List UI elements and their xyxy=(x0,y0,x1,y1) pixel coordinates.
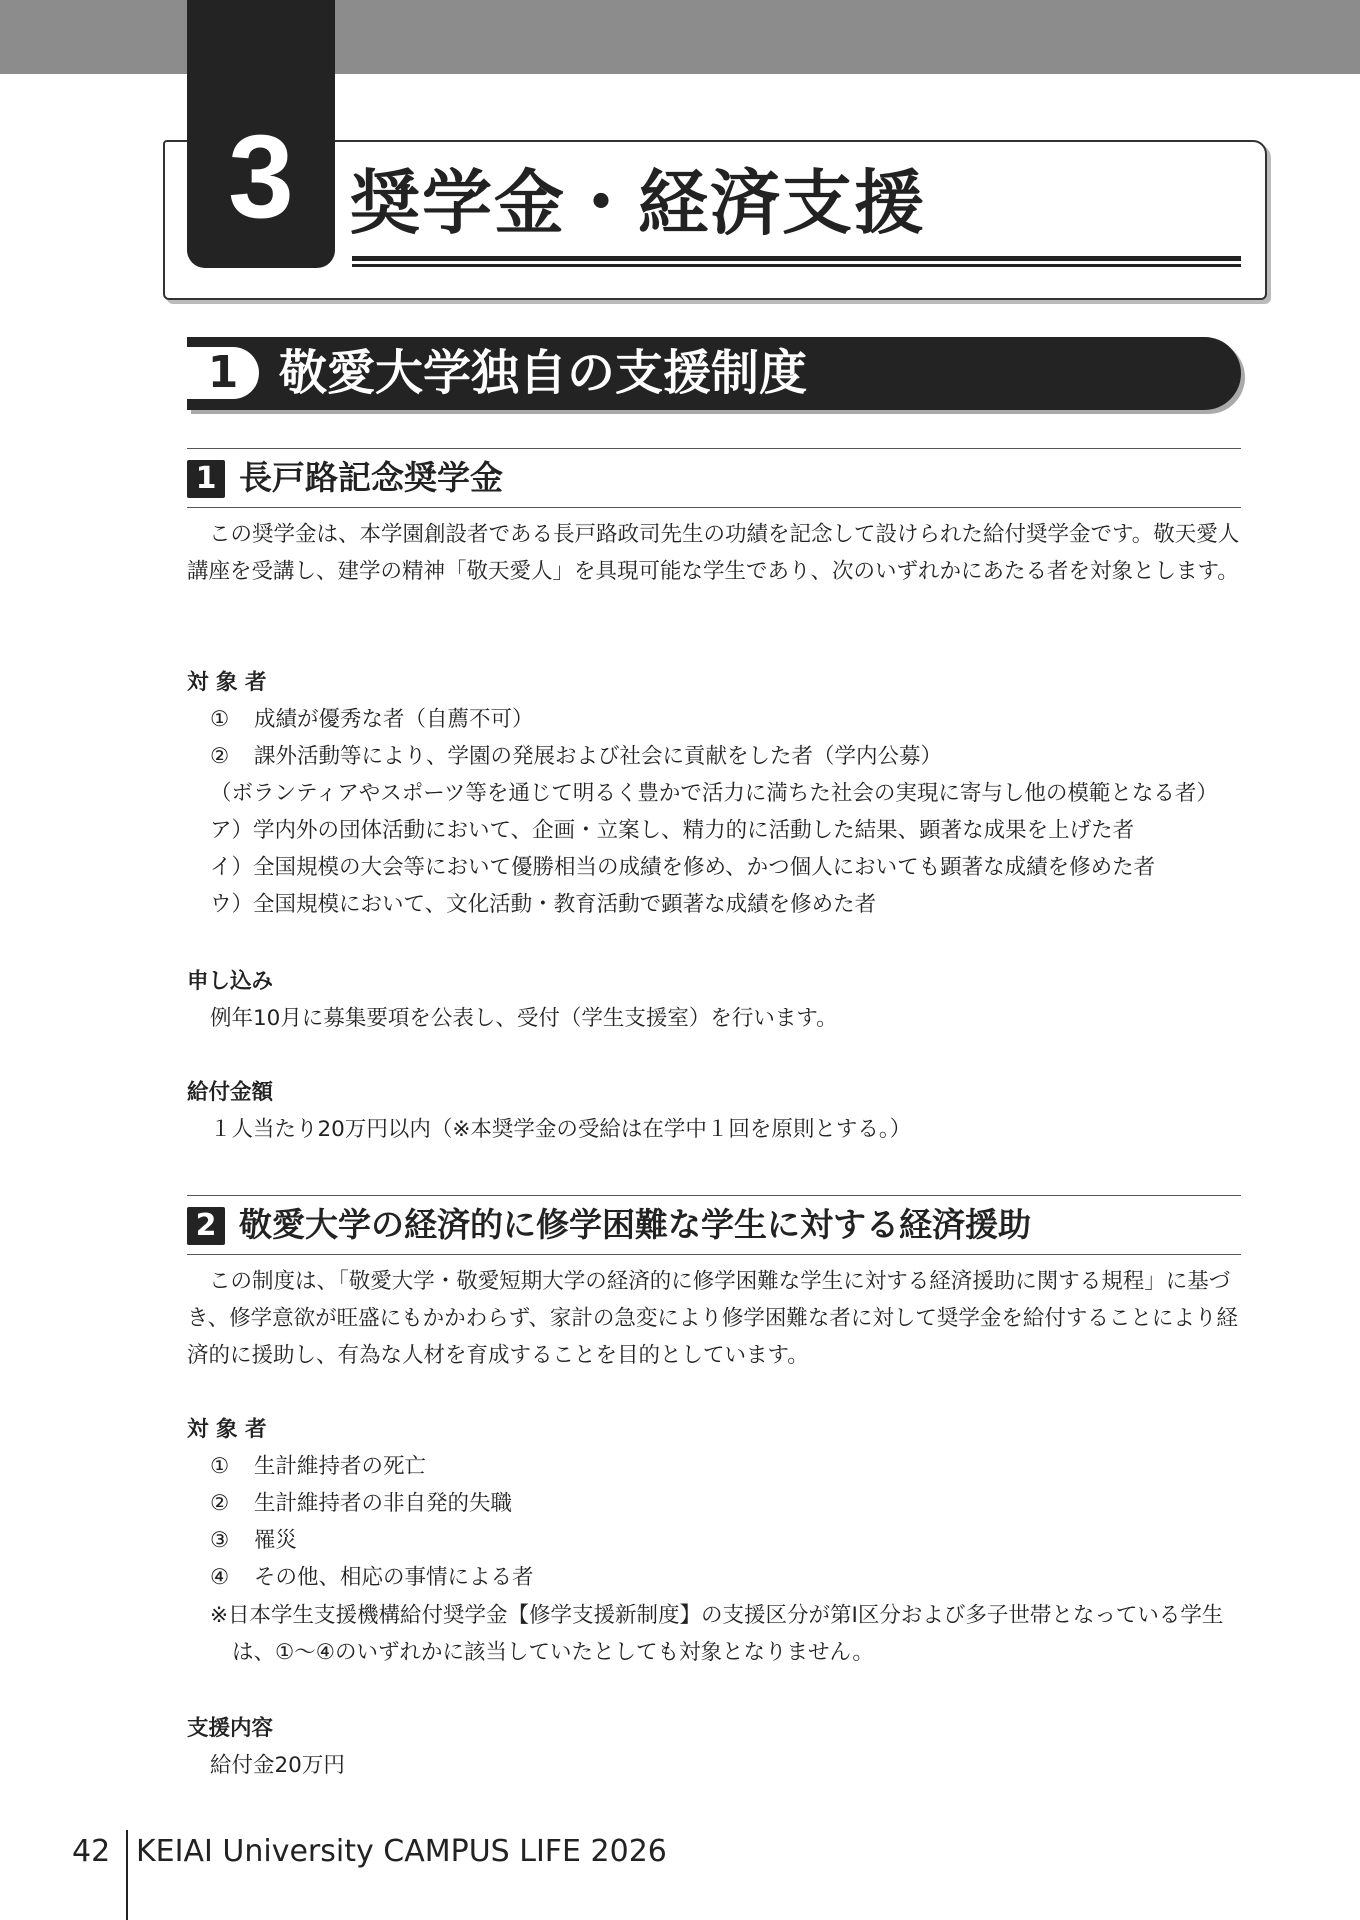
list-marker: ② xyxy=(210,744,230,769)
sub1-target-item-2 xyxy=(210,742,942,772)
sub1-amount-text: １人当たり20万円以内（※本奨学金の受給は在学中１回を原則とする。） xyxy=(210,1117,912,1142)
sub2-intro-paragraph: この制度は、「敬愛大学・敬愛短期大学の経済的に修学困難な学生に対する経済援助に関する規程」に基づき、修学意欲が旺盛にもかかわらず、家計の急変により修学困難な者に対して奨学金を給付することにより経済的に援助し、有為な人材を育成することを目的としています。 xyxy=(187,1269,1238,1368)
sub1-target-item-1 xyxy=(210,705,534,735)
sub1-amount-label: 給付金額 xyxy=(187,1080,274,1105)
section-title: 敬愛大学独自の支援制度 xyxy=(279,345,808,401)
sub2-support-text: 給付金20万円 xyxy=(210,1753,345,1778)
sub2-support-label: 支援内容 xyxy=(187,1716,274,1741)
sub1-apply-label: 申し込み xyxy=(187,969,274,994)
sub2-eligibility-note: ※日本学生支援機構給付奨学金【修学支援新制度】の支援区分が第Ⅰ区分および多子世帯となっている学生は、①〜④のいずれかに該当していたとしても対象となりません。 xyxy=(210,1603,1224,1665)
list-marker: ③ xyxy=(210,1528,230,1553)
sub2-target-item-2 xyxy=(210,1489,512,1519)
subsection-heading-1 xyxy=(187,448,1241,508)
list-marker: ④ xyxy=(210,1565,230,1590)
sub2-target-item-3 xyxy=(210,1526,297,1556)
sub2-target-item-1 xyxy=(210,1452,426,1482)
sub1-sub-target-i: イ）全国規模の大会等において優勝相当の成績を修め、かつ個人においても顕著な成績を修めた者 xyxy=(210,855,1156,880)
list-item-text: 罹災 xyxy=(254,1528,298,1553)
subsection-heading-2 xyxy=(187,1195,1241,1255)
footer-divider xyxy=(126,1830,128,1920)
sub1-target-label: 対 象 者 xyxy=(187,670,267,695)
chapter-title-rule-secondary xyxy=(352,264,1241,267)
chapter-title-rule xyxy=(352,256,1241,261)
sub1-sub-target-u: ウ）全国規模において、文化活動・教育活動で顕著な成績を修めた者 xyxy=(210,892,877,917)
list-marker: ① xyxy=(210,707,230,732)
sub1-apply-text: 例年10月に募集要項を公表し、受付（学生支援室）を行います。 xyxy=(210,1006,838,1031)
sub1-target-note: （ボランティアやスポーツ等を通じて明るく豊かで活力に満ちた社会の実現に寄与し他の模範となる者） xyxy=(210,781,1218,806)
list-item-text: その他、相応の事情による者 xyxy=(254,1565,534,1590)
chapter-number-tab xyxy=(187,0,335,268)
section-heading-bar xyxy=(187,337,1241,410)
page-number: 42 xyxy=(72,1834,111,1869)
subsection-title-1: 長戸路記念奨学金 xyxy=(239,458,503,497)
sub2-target-label: 対 象 者 xyxy=(187,1417,267,1442)
sub1-sub-target-a: ア）学内外の団体活動において、企画・立案し、精力的に活動した結果、顕著な成果を上げた者 xyxy=(210,818,1135,843)
subsection-number-2: 2 xyxy=(187,1207,225,1245)
sub1-intro-paragraph: この奨学金は、本学園創設者である長戸路政司先生の功績を記念して設けられた給付奨学金です。敬天愛人講座を受講し、建学の精神「敬天愛人」を具現可能な学生であり、次のいずれかにあたる者を対象とします。 xyxy=(187,522,1240,584)
section-number: 1 xyxy=(187,347,259,399)
sub2-target-item-4 xyxy=(210,1563,534,1593)
footer-publication-title: KEIAI University CAMPUS LIFE 2026 xyxy=(136,1834,667,1869)
chapter-title: 奨学金・経済支援 xyxy=(350,162,926,244)
chapter-number: 3 xyxy=(228,111,294,243)
subsection-title-2: 敬愛大学の経済的に修学困難な学生に対する経済援助 xyxy=(239,1205,1031,1244)
subsection-number-1: 1 xyxy=(187,460,225,498)
list-marker: ② xyxy=(210,1491,230,1516)
list-item-text: 生計維持者の死亡 xyxy=(254,1454,427,1479)
list-item-text: 課外活動等により、学園の発展および社会に貢献をした者（学内公募） xyxy=(254,744,943,769)
list-item-text: 成績が優秀な者（自薦不可） xyxy=(254,707,534,732)
list-item-text: 生計維持者の非自発的失職 xyxy=(254,1491,513,1516)
list-marker: ① xyxy=(210,1454,230,1479)
